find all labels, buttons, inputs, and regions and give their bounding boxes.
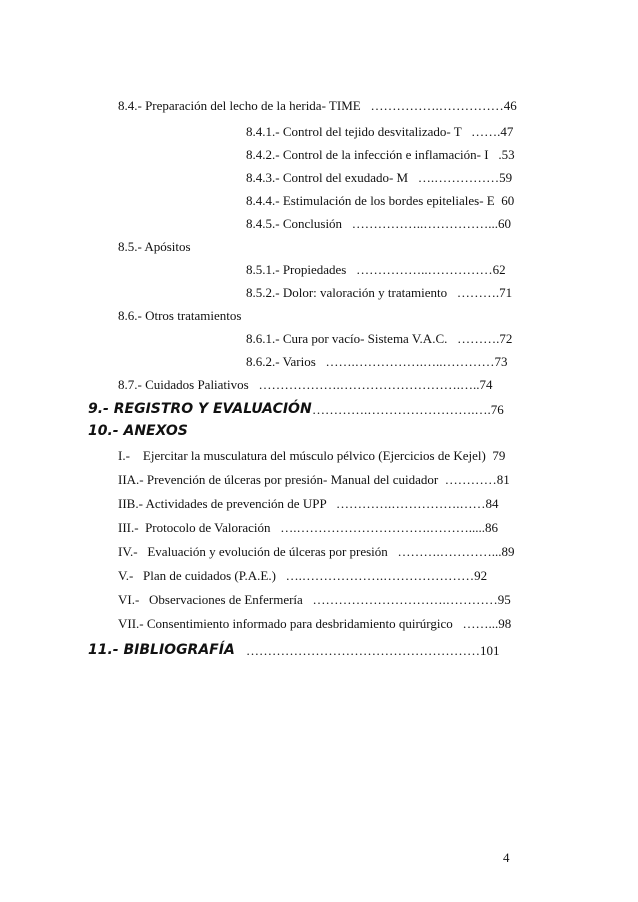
toc-annex-v: V.- Plan de cuidados (P.A.E.) ….……………….…………………92: [118, 568, 488, 583]
toc-entry-8-4-4: 8.4.4.- Estimulación de los bordes epiteliales- E 60: [246, 193, 515, 208]
toc-annex-iia: IIA.- Prevención de úlceras por presión- Manual del cuidador …………81: [118, 472, 510, 487]
toc-heading-9: 9.- REGISTRO Y EVALUACIÓN: [88, 401, 312, 417]
toc-entry-8-4-2: 8.4.2.- Control de la infección e inflamación- I .53: [246, 147, 515, 162]
page-number: 4: [503, 850, 510, 865]
toc-heading-9-leader: ………….…………………….….76: [312, 402, 504, 417]
toc-entry-8-5-1: 8.5.1.- Propiedades ……………..……………62: [246, 262, 506, 277]
toc-annex-iv: IV.- Evaluación y evolución de úlceras por presión ……….…………...89: [118, 544, 515, 559]
toc-heading-10: 10.- ANEXOS: [88, 423, 188, 439]
toc-annex-iii: III.- Protocolo de Valoración ….………………………….……….....86: [118, 520, 498, 535]
toc-annex-vi: VI.- Observaciones de Enfermería ………………………….…………95: [118, 592, 511, 607]
toc-entry-8-4-1: 8.4.1.- Control del tejido desvitalizado- T …….47: [246, 124, 514, 139]
toc-entry-8-6-1: 8.6.1.- Cura por vacío- Sistema V.A.C. ……….72: [246, 331, 513, 346]
toc-entry-8-4: 8.4.- Preparación del lecho de la herida- TIME …………….……………46: [118, 98, 517, 113]
toc-heading-11: 11.- BIBLIOGRAFÍA: [88, 642, 235, 658]
toc-annex-iib: IIB.- Actividades de prevención de UPP ………….…………….……84: [118, 496, 499, 511]
toc-entry-8-4-5: 8.4.5.- Conclusión ……………..……………...60: [246, 216, 512, 231]
toc-entry-8-7: 8.7.- Cuidados Paliativos ……………….……………………….…..74: [118, 377, 493, 392]
toc-heading-11-leader: ………………………………………………101: [246, 643, 500, 658]
toc-entry-8-6: 8.6.- Otros tratamientos: [118, 308, 242, 323]
toc-entry-8-5: 8.5.- Apósitos: [118, 239, 191, 254]
toc-entry-8-4-3: 8.4.3.- Control del exudado- M ….……………59: [246, 170, 513, 185]
toc-annex-vii: VII.- Consentimiento informado para desbridamiento quirúrgico ……...98: [118, 616, 512, 631]
toc-entry-8-6-2: 8.6.2.- Varios …….…………….…..…………73: [246, 354, 508, 369]
toc-annex-i: I.- Ejercitar la musculatura del músculo pélvico (Ejercicios de Kejel) 79: [118, 448, 506, 463]
toc-entry-8-5-2: 8.5.2.- Dolor: valoración y tratamiento ……….71: [246, 285, 513, 300]
